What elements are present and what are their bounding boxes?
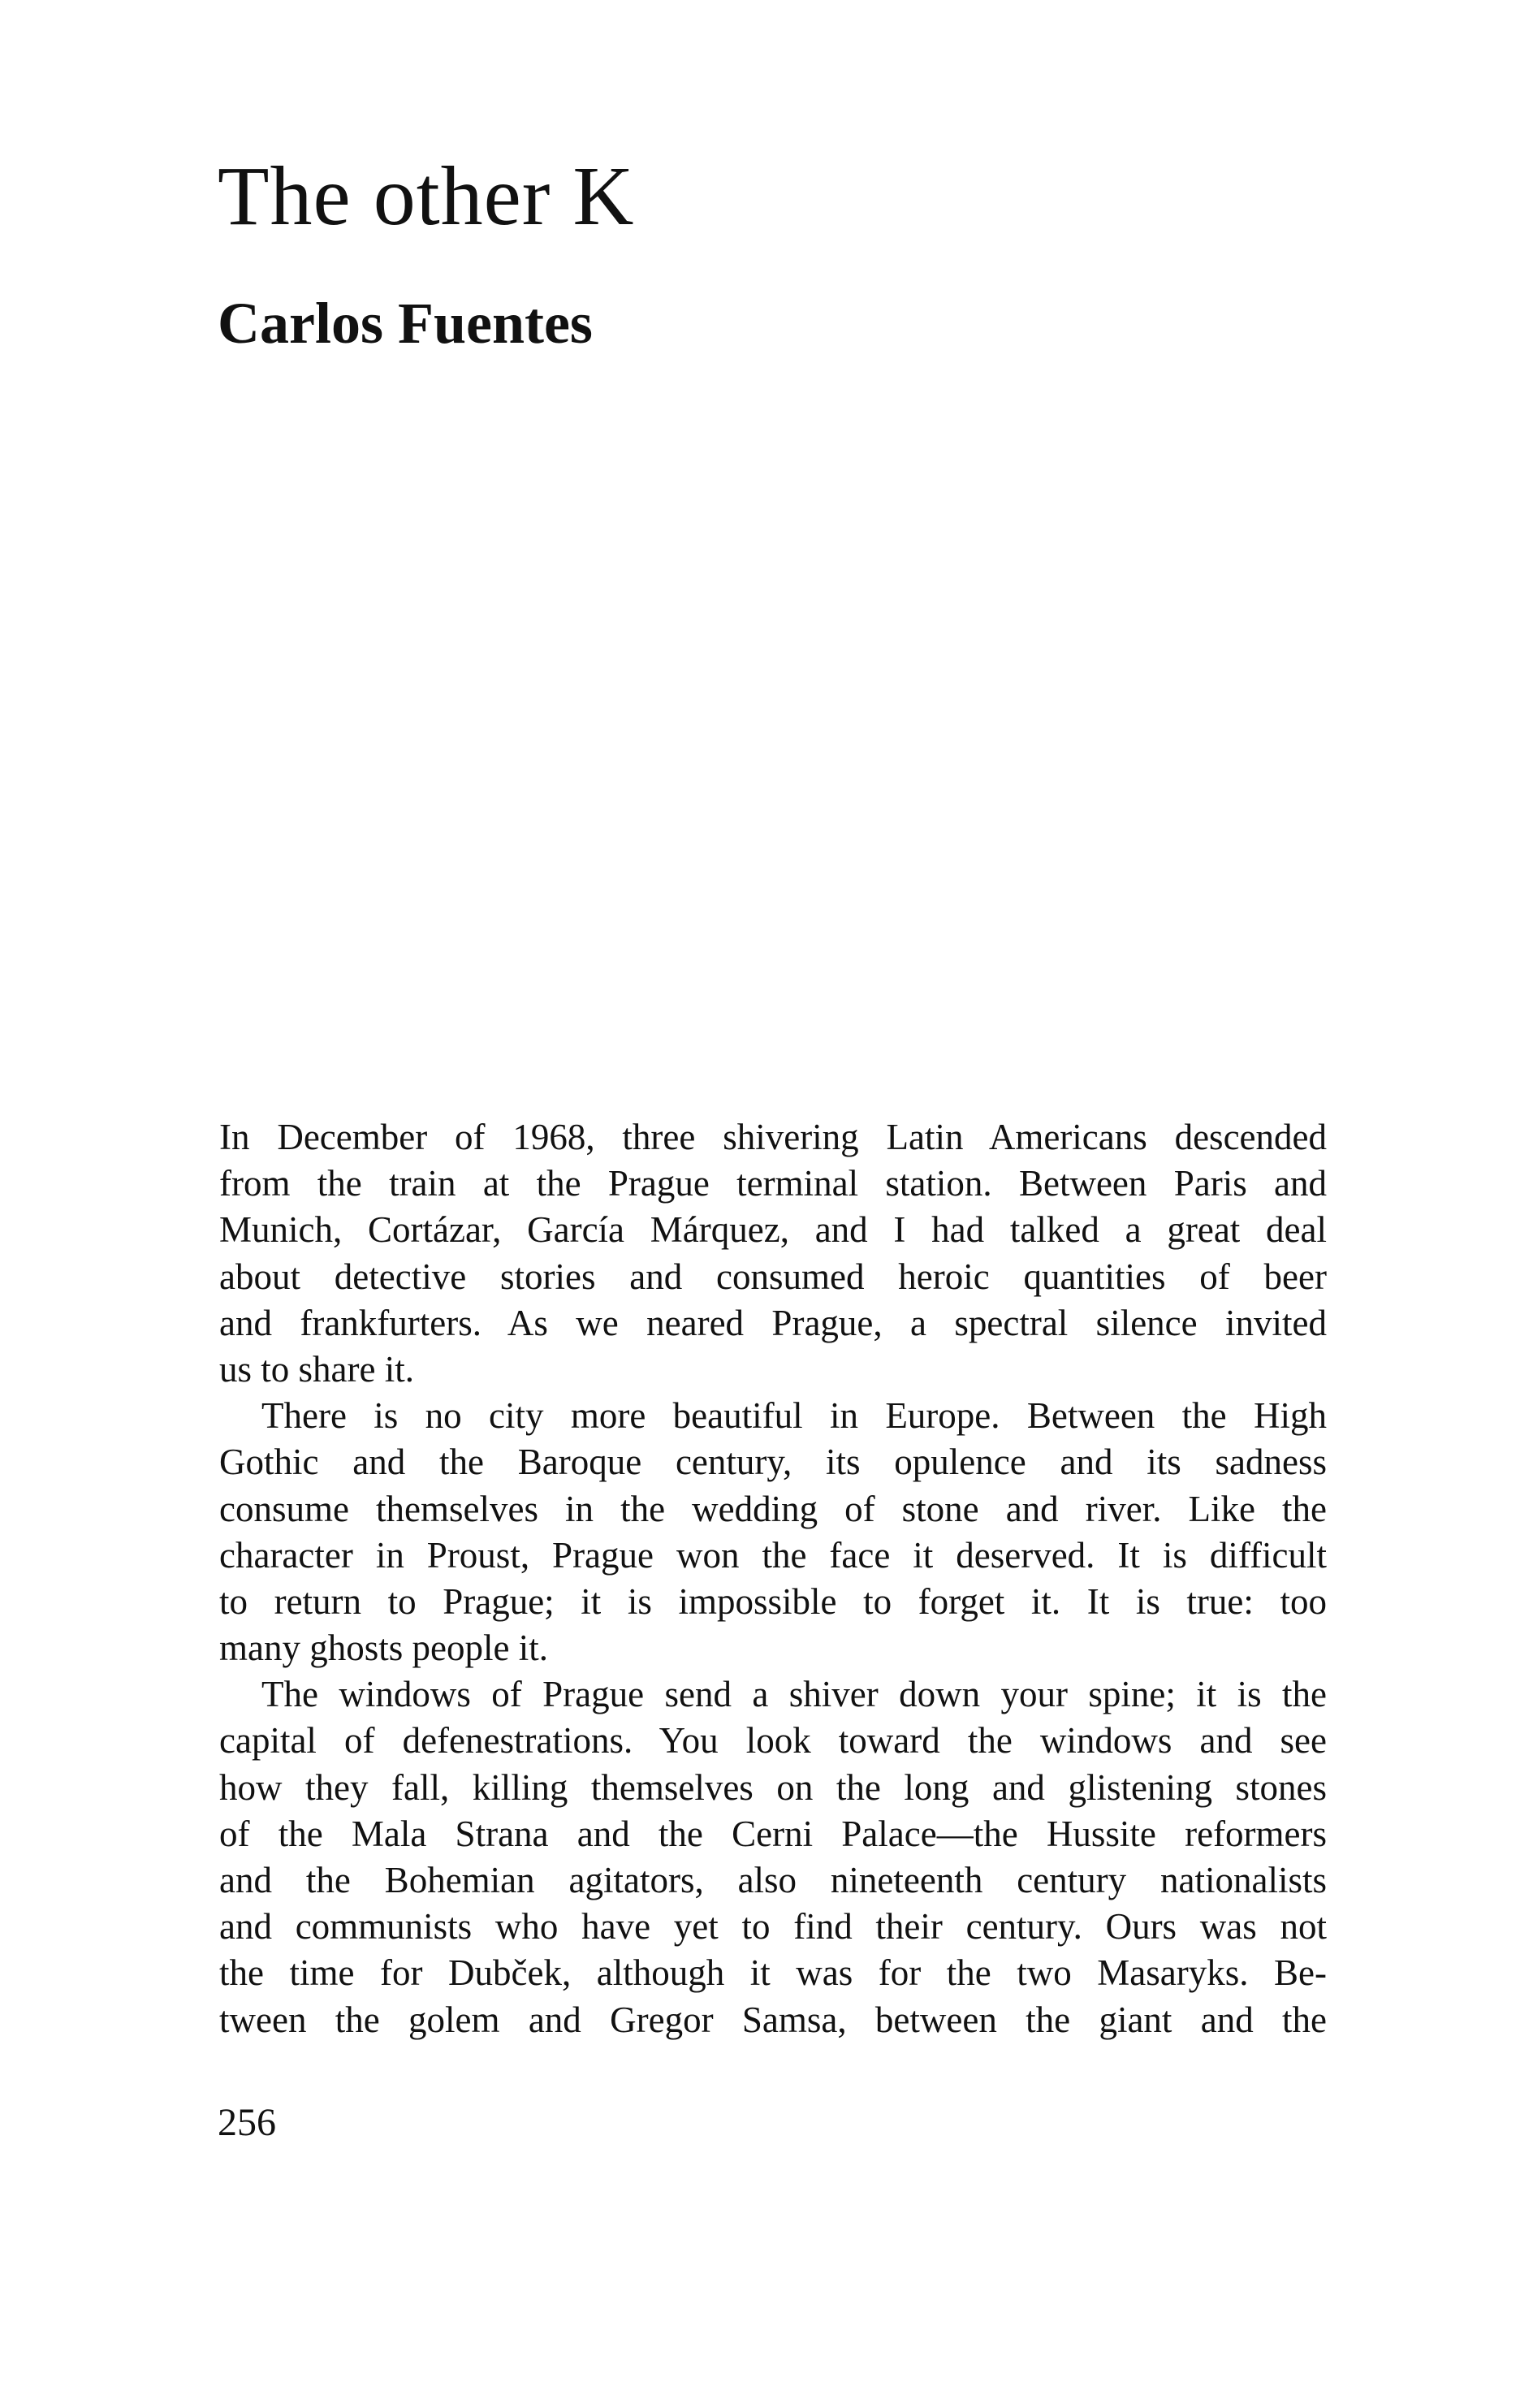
text-line: of the Mala Strana and the Cerni Palace—the Hussite reformers: [219, 1813, 1327, 1854]
text-line: us to share it.: [219, 1348, 414, 1390]
chapter-title: The other K: [218, 149, 635, 243]
text-line: capital of defenestrations. You look toward the windows and see: [219, 1720, 1327, 1762]
body-text: [219, 1114, 1327, 2043]
text-line: and communists who have yet to find their century. Ours was not: [219, 1906, 1327, 1948]
page-number: 256: [218, 2101, 276, 2144]
chapter-author: Carlos Fuentes: [218, 291, 593, 356]
text-line: There is no city more beautiful in Europe. Between the High: [261, 1395, 1327, 1437]
text-line: about detective stories and consumed heroic quantities of beer: [219, 1256, 1327, 1297]
text-line: the time for Dubček, although it was for the two Masaryks. Be-: [219, 1952, 1327, 1994]
text-line: character in Proust, Prague won the face it deserved. It is difficult: [219, 1534, 1327, 1576]
text-line: many ghosts people it.: [219, 1628, 548, 1669]
text-line: The windows of Prague send a shiver down your spine; it is the: [261, 1674, 1327, 1715]
text-line: to return to Prague; it is impossible to forget it. It is true: too: [219, 1580, 1327, 1622]
text-line: Gothic and the Baroque century, its opulence and its sadness: [219, 1442, 1327, 1483]
text-line: Munich, Cortázar, García Márquez, and I had talked a great deal: [219, 1209, 1327, 1251]
text-line: and frankfurters. As we neared Prague, a spectral silence invited: [219, 1302, 1327, 1343]
text-line: tween the golem and Gregor Samsa, between the giant and the: [219, 1999, 1327, 2040]
text-line: from the train at the Prague terminal station. Between Paris and: [219, 1163, 1327, 1204]
text-line: and the Bohemian agitators, also nineteenth century nationalists: [219, 1860, 1327, 1900]
text-line: consume themselves in the wedding of stone and river. Like the: [219, 1488, 1327, 1529]
text-line: In December of 1968, three shivering Latin Americans descended: [219, 1117, 1327, 1157]
text-line: how they fall, killing themselves on the long and glistening stones: [219, 1766, 1327, 1808]
